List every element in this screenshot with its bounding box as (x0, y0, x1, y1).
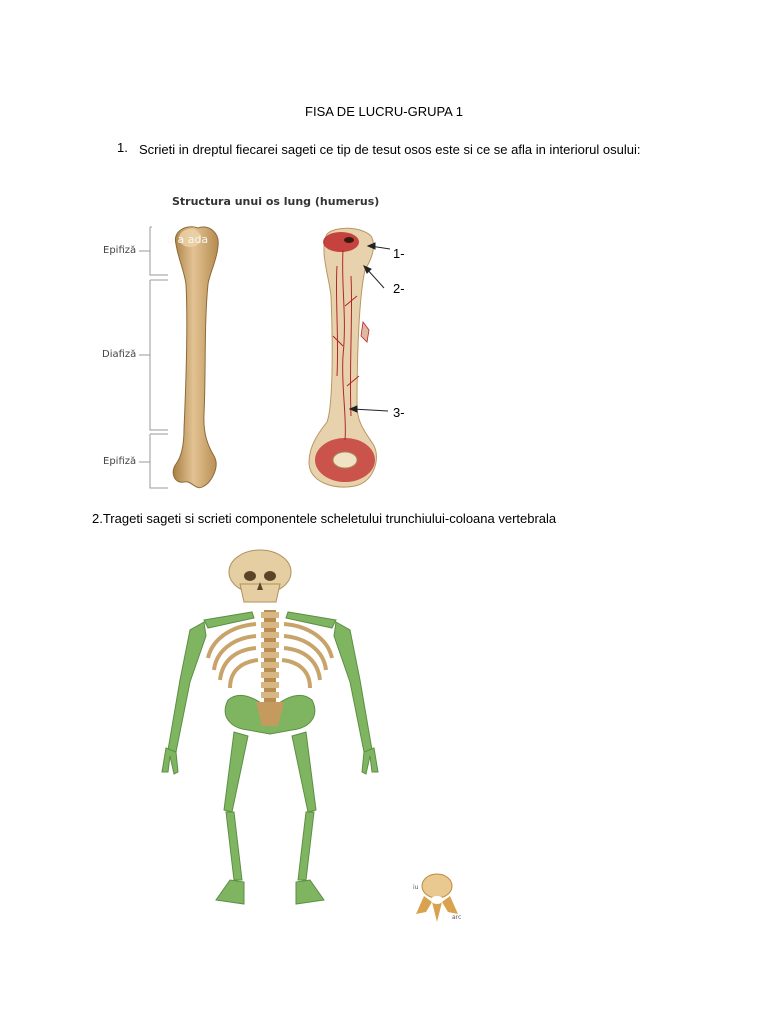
label-epifiza-top: Epifiză (103, 245, 137, 256)
label-epifiza-bottom: Epifiză (103, 456, 137, 467)
page-title: FISA DE LUCRU-GRUPA 1 (305, 104, 463, 119)
figure-1-title: Structura unui os lung (humerus) (172, 195, 380, 208)
overlay-text: u a ada (167, 233, 209, 246)
question-1-number: 1. (117, 140, 128, 155)
vertebra-label-right: arc (452, 914, 462, 921)
skeleton-illustration (160, 550, 380, 920)
vertebra-label-left: iu (413, 884, 419, 891)
question-2-text: 2.Trageti sageti si scrieti componentele scheletului trunchiului-coloana vertebrala (92, 511, 557, 526)
question-1-text: Scrieti in dreptul fiecarei sageti ce tip de tesut osos este si ce se afla in interiorul osului: (139, 142, 641, 157)
arrow-label-1: 1- (393, 246, 405, 261)
arrow-label-3: 3- (393, 405, 405, 420)
arrow-label-2: 2- (393, 281, 405, 296)
label-diafiza: Diafiză (102, 349, 137, 360)
